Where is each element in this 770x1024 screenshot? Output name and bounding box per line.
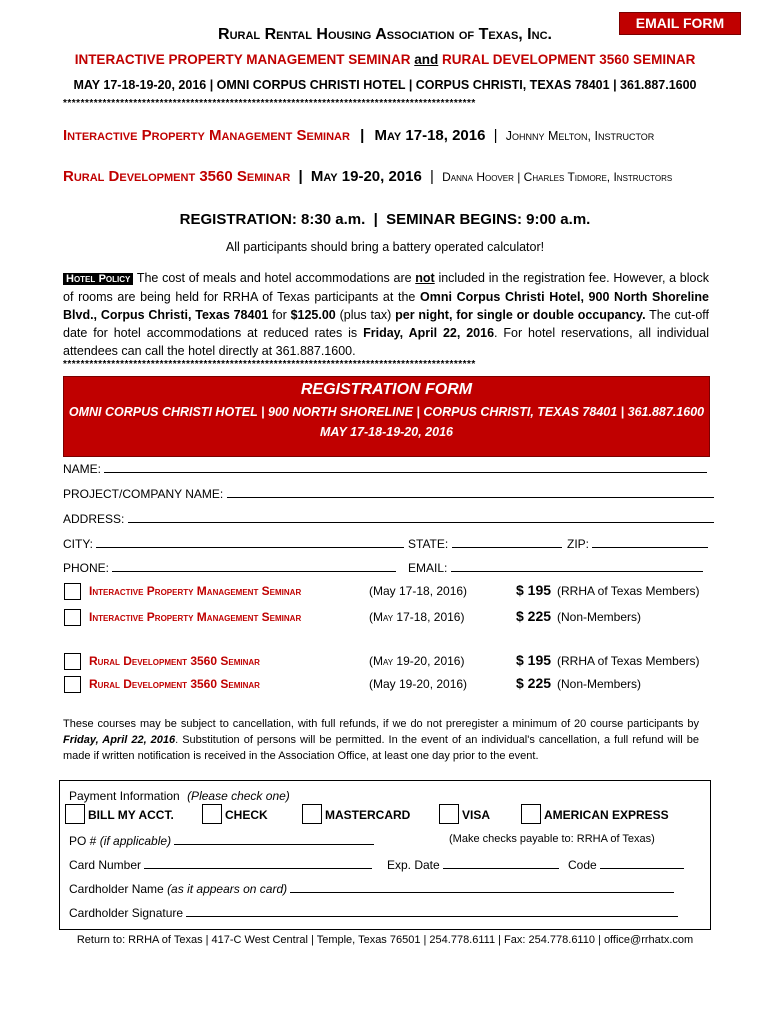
- visa-checkbox[interactable]: [439, 804, 459, 824]
- city-input[interactable]: [96, 535, 404, 548]
- state-label: STATE:: [408, 537, 449, 551]
- card-number-field: [69, 856, 372, 872]
- check-label: CHECK: [225, 808, 268, 822]
- hotel-policy-text: for: [272, 308, 287, 322]
- zip-input[interactable]: [592, 535, 708, 548]
- payment-methods: [63, 803, 703, 825]
- hotel-policy-text: included in the registration fee. However, a block of rooms are being held for RRHA of Texas participants at the: [63, 271, 709, 304]
- po-field: [69, 832, 374, 848]
- separator: |: [298, 168, 303, 185]
- address-input[interactable]: [128, 510, 714, 523]
- exp-date-field: [387, 856, 559, 872]
- bill-account-label: BILL MY ACCT.: [88, 808, 174, 822]
- city-field: [63, 535, 404, 551]
- option-seminar: Rural Development 3560 Seminar: [89, 654, 260, 668]
- option-dates: (May 17-18, 2016): [369, 610, 465, 624]
- dates-location: MAY 17-18-19-20, 2016 | OMNI CORPUS CHRISTI HOTEL | CORPUS CHRISTI, TEXAS 78401 | 361.887.1600: [73, 78, 697, 92]
- email-field: [408, 559, 703, 575]
- separator: |: [493, 127, 498, 144]
- company-input[interactable]: [227, 485, 714, 498]
- hotel-occupancy: per night, for single or double occupancy.: [395, 308, 646, 322]
- code-field: [568, 856, 684, 872]
- cardholder-signature-label: Cardholder Signature: [69, 906, 184, 920]
- option-row: [63, 675, 713, 695]
- hotel-policy-label: Hotel Policy: [63, 273, 133, 285]
- option-type: (RRHA of Texas Members): [557, 584, 700, 598]
- check-checkbox[interactable]: [202, 804, 222, 824]
- calculator-note: All participants should bring a battery operated calculator!: [225, 240, 545, 254]
- option-row: [63, 608, 713, 628]
- option-type: (Non-Members): [557, 677, 642, 691]
- registration-form-dates: MAY 17-18-19-20, 2016: [320, 425, 453, 439]
- ipm-instructor: Johnny Melton, Instructor: [505, 129, 655, 143]
- state-input[interactable]: [452, 535, 562, 548]
- hotel-policy-text: . For hotel reservations, all individual attendees can call the hotel directly at 361.887.1600.: [63, 326, 710, 358]
- rd-seminar-line: [63, 168, 672, 185]
- rd-dates: May 19-20, 2016: [310, 168, 422, 185]
- and-word: and: [414, 52, 439, 67]
- ipm-seminar-title: INTERACTIVE PROPERTY MANAGEMENT SEMINAR: [74, 52, 411, 67]
- option-checkbox[interactable]: [64, 583, 81, 600]
- registration-times: REGISTRATION: 8:30 a.m. | SEMINAR BEGINS: 9:00 a.m.: [179, 211, 591, 228]
- hotel-address: Omni Corpus Christi Hotel, 900 North Shoreline Blvd., Corpus Christi, Texas 78401: [63, 290, 709, 322]
- email-form-button[interactable]: EMAIL FORM: [619, 12, 741, 35]
- hotel-policy-text: The cut-off date for hotel accommodations at reduced rates is: [63, 308, 709, 340]
- option-dates: (May 17-18, 2016): [369, 584, 468, 598]
- rd-seminar-title: RURAL DEVELOPMENT 3560 SEMINAR: [442, 52, 696, 67]
- option-seminar: Interactive Property Management Seminar: [89, 610, 302, 624]
- separator: |: [430, 168, 434, 185]
- cardholder-signature-input[interactable]: [186, 904, 678, 917]
- hotel-rate: $125.00: [290, 308, 336, 322]
- seminar-titles: [0, 52, 770, 67]
- option-price: $ 195: [516, 652, 552, 668]
- payment-heading-note: (Please check one): [187, 789, 290, 803]
- hotel-policy-text: The cost of meals and hotel accommodations are: [136, 271, 412, 285]
- email-label: EMAIL:: [408, 561, 448, 575]
- divider-stars: **********************************************************************************************: [63, 359, 476, 370]
- hotel-policy-text: (plus tax): [339, 308, 392, 322]
- zip-field: [567, 535, 708, 551]
- cardholder-name-input[interactable]: [290, 880, 674, 893]
- phone-field: [63, 559, 396, 575]
- option-price: $ 225: [516, 608, 552, 624]
- phone-input[interactable]: [112, 559, 396, 572]
- divider-stars: **********************************************************************************************: [63, 98, 476, 109]
- option-checkbox[interactable]: [64, 653, 81, 670]
- option-type: (RRHA of Texas Members): [557, 654, 700, 668]
- option-type: (Non-Members): [557, 610, 642, 624]
- ipm-title: Interactive Property Management Seminar: [63, 127, 350, 144]
- name-label: NAME:: [63, 462, 102, 476]
- payment-heading: [69, 789, 290, 803]
- card-number-input[interactable]: [144, 856, 372, 869]
- zip-label: ZIP:: [567, 537, 590, 551]
- ipm-seminar-line: [63, 127, 654, 144]
- payment-heading-text: Payment Information: [69, 789, 180, 803]
- hotel-policy: [63, 269, 709, 360]
- name-input[interactable]: [104, 460, 707, 473]
- mastercard-label: MASTERCARD: [325, 808, 411, 822]
- cardholder-name-field: [69, 880, 674, 896]
- return-address: Return to: RRHA of Texas | 417-C West Central | Temple, Texas 76501 | 254.778.6111 | Fax: 254.778.6110 | office@rrhatx.com: [76, 934, 694, 946]
- cardholder-name-note: (as it appears on card): [167, 882, 288, 896]
- code-label: Code: [568, 858, 597, 872]
- cancellation-note: [63, 716, 699, 764]
- cancellation-text: . Substitution of persons will be permitted. In the event of an individual's cancellation, a full refund will be made if written notification is received in the Association Office, at least one day prior to the event.: [63, 734, 699, 762]
- amex-label: AMERICAN EXPRESS: [544, 808, 669, 822]
- email-input[interactable]: [451, 559, 703, 572]
- option-seminar: Interactive Property Management Seminar: [89, 584, 302, 598]
- exp-date-label: Exp. Date: [387, 858, 440, 872]
- cancellation-text: These courses may be subject to cancellation, with full refunds, if we do not preregister a minimum of 20 course participants by: [63, 718, 699, 730]
- visa-label: VISA: [462, 808, 491, 822]
- ipm-dates: May 17-18, 2016: [374, 127, 486, 144]
- hotel-cutoff-date: Friday, April 22, 2016: [363, 326, 495, 340]
- city-label: CITY:: [63, 537, 94, 551]
- option-checkbox[interactable]: [64, 676, 81, 693]
- company-field: [63, 485, 714, 501]
- card-number-label: Card Number: [69, 858, 142, 872]
- option-row: [63, 652, 713, 672]
- po-input[interactable]: [174, 832, 374, 845]
- option-dates: (May 19-20, 2016): [369, 654, 465, 668]
- cardholder-signature-field: [69, 904, 678, 920]
- code-input[interactable]: [600, 856, 684, 869]
- registration-form-header: [63, 376, 710, 457]
- po-label: PO #: [69, 834, 97, 848]
- phone-label: PHONE:: [63, 561, 110, 575]
- checks-payable-note: (Make checks payable to: RRHA of Texas): [449, 833, 655, 845]
- name-field: [63, 460, 707, 476]
- company-label: PROJECT/COMPANY NAME:: [63, 487, 224, 501]
- state-field: [408, 535, 562, 551]
- cancellation-date: Friday, April 22, 2016: [63, 734, 176, 746]
- bill-account-checkbox[interactable]: [65, 804, 85, 824]
- separator: |: [360, 127, 365, 144]
- address-field: [63, 510, 714, 526]
- not-emphasis: not: [415, 271, 435, 285]
- option-price: $ 195: [516, 582, 552, 598]
- option-seminar: Rural Development 3560 Seminar: [89, 677, 260, 691]
- rd-instructors: Danna Hoover | Charles Tidmore, Instructors: [442, 170, 673, 184]
- option-checkbox[interactable]: [64, 609, 81, 626]
- option-dates: (May 19-20, 2016): [369, 677, 468, 691]
- cardholder-name-label: Cardholder Name: [69, 882, 164, 896]
- option-row: [63, 582, 713, 602]
- address-label: ADDRESS:: [63, 512, 125, 526]
- amex-checkbox[interactable]: [521, 804, 541, 824]
- registration-form-location: OMNI CORPUS CHRISTI HOTEL | 900 NORTH SHORELINE | CORPUS CHRISTI, TEXAS 78401 | 361.887.1600: [68, 405, 705, 419]
- mastercard-checkbox[interactable]: [302, 804, 322, 824]
- org-title: Rural Rental Housing Association of Texas, Inc.: [218, 26, 552, 43]
- rd-title: Rural Development 3560 Seminar: [63, 168, 291, 185]
- option-price: $ 225: [516, 675, 552, 691]
- registration-form-title: REGISTRATION FORM: [300, 381, 473, 398]
- po-note: (if applicable): [99, 834, 172, 848]
- exp-date-input[interactable]: [443, 856, 559, 869]
